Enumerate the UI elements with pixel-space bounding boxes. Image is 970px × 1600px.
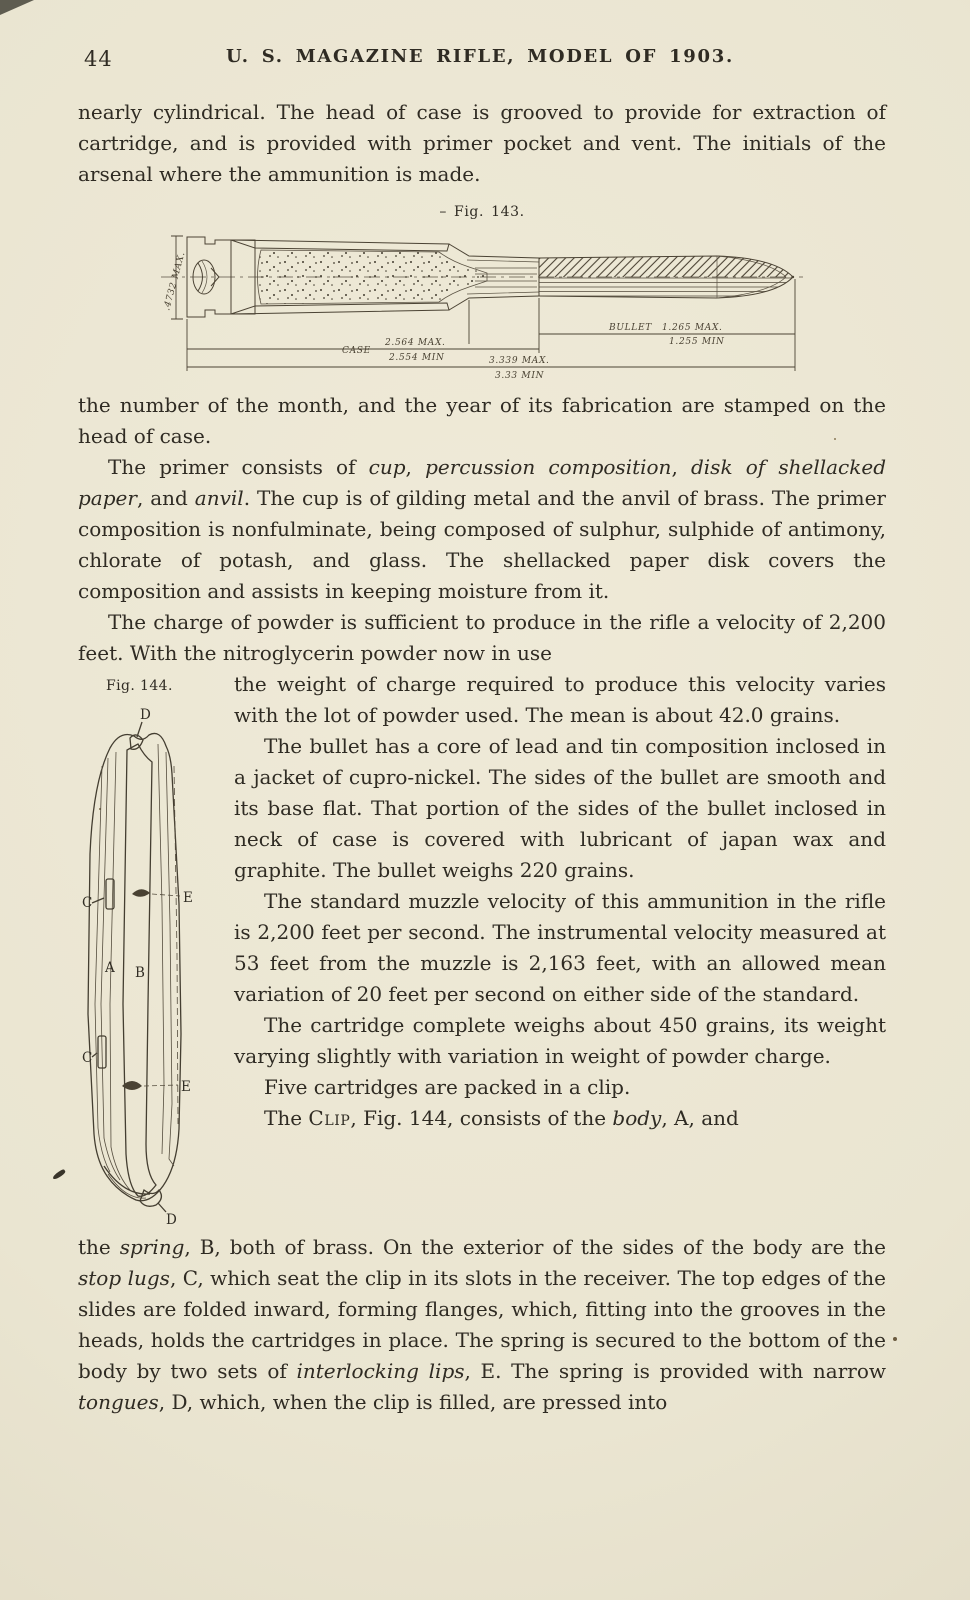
paper-speckles (893, 1337, 897, 1341)
bullet (537, 254, 797, 300)
svg-text:3.33 MIN: 3.33 MIN (495, 371, 545, 381)
figure-143 (78, 197, 886, 381)
case-wall-top (231, 240, 449, 251)
svg-text:CASE: CASE (342, 346, 371, 356)
case-wall-bottom (231, 303, 449, 314)
svg-text:1.265 MAX.: 1.265 MAX. (662, 323, 723, 333)
svg-text:2.554 MIN: 2.554 MIN (389, 353, 445, 363)
paragraph-case-head: nearly cylindrical. The head of case is grooved to provide for extraction of cartridge, and is provided with primer pocket and vent. The initials of the arsenal where the ammunition is made. (78, 100, 886, 186)
paragraph-primer: The primer consists of cup, percussion composition, disk of shellacked paper, and anvil. The cup is of gilding metal and the anvil of brass. The primer composition is nonfulminate, being composed of sulphur, sulphide of antimony, chlorate of potash, and glass. The shellacked paper disk covers the composition and assists in keeping moisture from it. (78, 455, 887, 603)
paragraph-clip-cont: the spring, B, both of brass. On the exterior of the sides of the body are the stop lugs, C, which seat the clip in its slots in the receiver. The top edges of the slides are folded inward, forming flanges, which, fitting into the grooves in the heads, holds the cartridges in place. The spring is secured to the bottom of the body by two sets of interlocking lips, E. The spring is provided with narrow tongues, D, which, when the clip is filled, are pressed into (78, 1235, 886, 1414)
figure-143-caption: – Fig. 143. (439, 204, 525, 220)
page-number: 44 (84, 47, 113, 71)
label-stop-lug-upper: C (82, 895, 93, 911)
label-lip-lower: E (181, 1079, 191, 1095)
paragraph-clip-start: The Clip, Fig. 144, consists of the body, A, and (264, 1106, 739, 1130)
paragraph-bullet: The bullet has a core of lead and tin composition inclosed in a jacket of cupro-nickel. The sides of the bullet are smooth and its base flat. That portion of the sides of the bullet inclosed in neck of case is covered with lubricant of japan wax and graphite. The bullet weighs 220 grains. (234, 734, 886, 882)
svg-text:.4732 MAX.: .4732 MAX. (162, 250, 188, 312)
label-stop-lug-lower: C (82, 1050, 93, 1066)
label-spring-b: B (135, 965, 145, 981)
paragraph-powder-charge-cont: the weight of charge required to produce this velocity varies with the lot of powder used. The mean is about 42.0 grains. (234, 672, 886, 727)
svg-text:3.339 MAX.: 3.339 MAX. (489, 356, 550, 366)
case-length-dimension (187, 338, 539, 363)
paragraph-velocity: The standard muzzle velocity of this ammunition in the rifle is 2,200 feet per second. The instrumental velocity measured at 53 feet from the muzzle is 2,163 feet, with an allowed mean variation of 20 feet per second on either side of the standard. (234, 889, 886, 1006)
bullet-length-dimension (539, 323, 795, 347)
page-body (78, 97, 886, 1418)
clip-diagram (50, 704, 200, 1232)
label-tongue-bottom: D (166, 1212, 177, 1228)
cartridge-diagram (157, 231, 807, 381)
scan-corner-artifact (0, 0, 34, 15)
label-body-a: A (105, 960, 115, 976)
paragraph-cartridge-weight: The cartridge complete weighs about 450 grains, its weight varying slightly with variation in weight of powder charge. (234, 1013, 886, 1068)
label-lip-upper: E (183, 890, 193, 906)
svg-text:2.564 MAX.: 2.564 MAX. (385, 338, 446, 348)
figure-144-caption: Fig. 144. (106, 678, 173, 694)
paragraph-headstamp: the number of the month, and the year of its fabrication are stamped on the head of case. (78, 393, 886, 448)
powder-charge (258, 250, 488, 304)
figure-144 (78, 671, 226, 1232)
page-title: U. S. MAGAZINE RIFLE, MODEL OF 1903. (226, 46, 734, 67)
clip-flange-lines (158, 744, 178, 1166)
svg-text:BULLET: BULLET (609, 323, 652, 333)
label-tongue-top: D (140, 707, 151, 723)
interlock-lip-upper (132, 889, 150, 897)
leader-bottom-d (158, 1203, 166, 1212)
paragraph-powder-charge-start: The charge of powder is sufficient to produce in the rifle a velocity of 2,200 feet. With the nitroglycerin powder now in use (78, 610, 886, 665)
rim-diameter-dimension (162, 236, 187, 319)
leader-upper-e (152, 894, 180, 896)
svg-text:1.255 MIN: 1.255 MIN (669, 337, 725, 347)
leader-lower-e (144, 1085, 178, 1086)
overall-length-dimension (187, 356, 795, 381)
paragraph-five-cartridges: Five cartridges are packed in a clip. (264, 1075, 631, 1099)
page-header (78, 46, 882, 76)
